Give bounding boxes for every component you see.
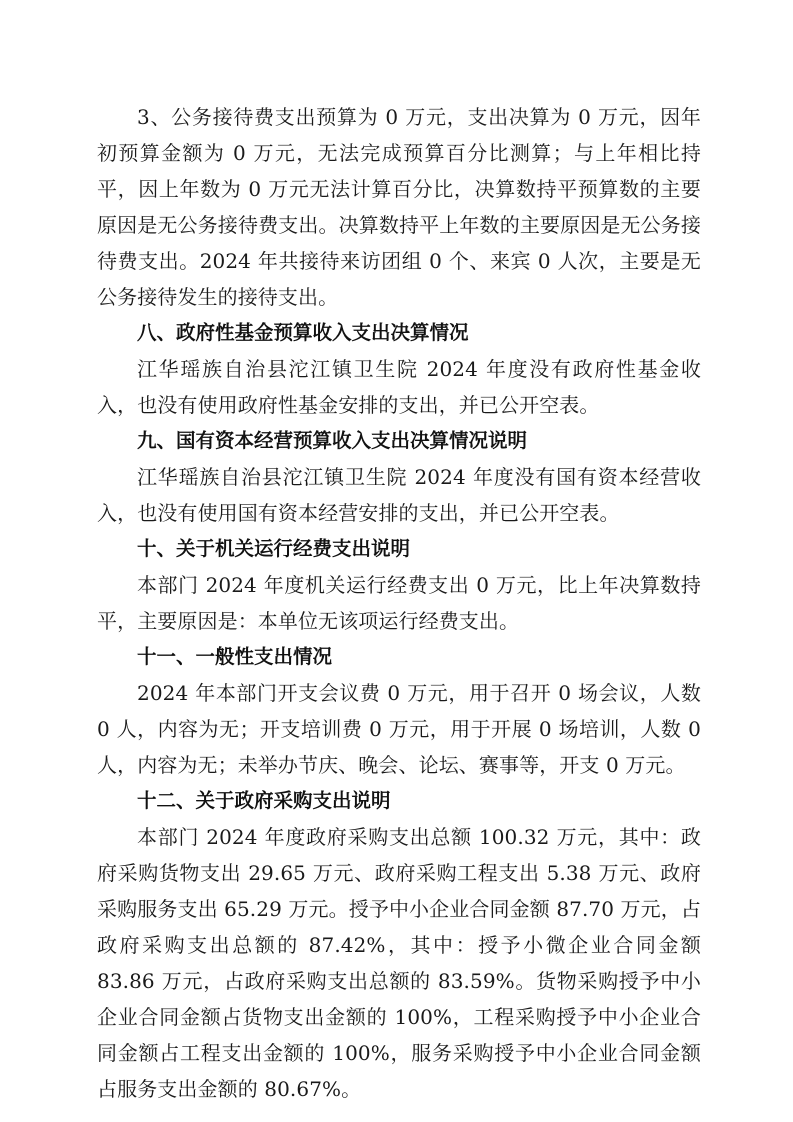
paragraph-procurement: 本部门 2024 年度政府采购支出总额 100.32 万元，其中：政府采购货物支出 29.65 万元、政府采购工程支出 5.38 万元、政府采购服务支出 65.29 万元。授予中小企业合同金额 87.70 万元，占政府采购支出总额的 87.42%，其中：授予小微企业合同金额 83.86 万元，占政府采购支出总额的 83.59%。货物采购授予中小企业合同金额占货物支出金额的 100%，工程采购授予中小企业合同金额占工程支出金额的 100%，服务采购授予中小企业合同金额占服务支出金额的 80.67%。 (97, 825, 701, 1101)
heading-general-expenses: 十一、一般性支出情况 (137, 645, 333, 668)
paragraph-general-expenses: 2024 年本部门开支会议费 0 万元，用于召开 0 场会议，人数 0 人，内容为无；开支培训费 0 万元，用于开展 0 场培训，人数 0 人，内容为无；未举办节庆、晚会、论坛、赛事等，开支 0 万元。 (97, 681, 701, 777)
paragraph-government-fund: 江华瑶族自治县沱江镇卫生院 2024 年度没有政府性基金收入，也没有使用政府性基金安排的支出，并已公开空表。 (97, 357, 701, 417)
heading-government-fund: 八、政府性基金预算收入支出决算情况 (137, 321, 469, 344)
paragraph-operating-expenses: 本部门 2024 年度机关运行经费支出 0 万元，比上年决算数持平，主要原因是：本单位无该项运行经费支出。 (97, 573, 701, 633)
paragraph-reception-expenses: 3、公务接待费支出预算为 0 万元，支出决算为 0 万元，因年初预算金额为 0 万元，无法完成预算百分比测算；与上年相比持平，因上年数为 0 万元无法计算百分比，决算数持平预算数的主要原因是无公务接待费支出。决算数持平上年数的主要原因是无公务接待费支出。2024 年共接待来访团组 0 个、来宾 0 人次，主要是无公务接待发生的接待支出。 (97, 105, 701, 309)
heading-operating-expenses: 十、关于机关运行经费支出说明 (137, 537, 411, 560)
heading-procurement: 十二、关于政府采购支出说明 (137, 789, 391, 812)
paragraph-state-capital: 江华瑶族自治县沱江镇卫生院 2024 年度没有国有资本经营收入，也没有使用国有资本经营安排的支出，并已公开空表。 (97, 465, 701, 525)
document-page (97, 99, 701, 1107)
heading-state-capital: 九、国有资本经营预算收入支出决算情况说明 (137, 429, 528, 452)
